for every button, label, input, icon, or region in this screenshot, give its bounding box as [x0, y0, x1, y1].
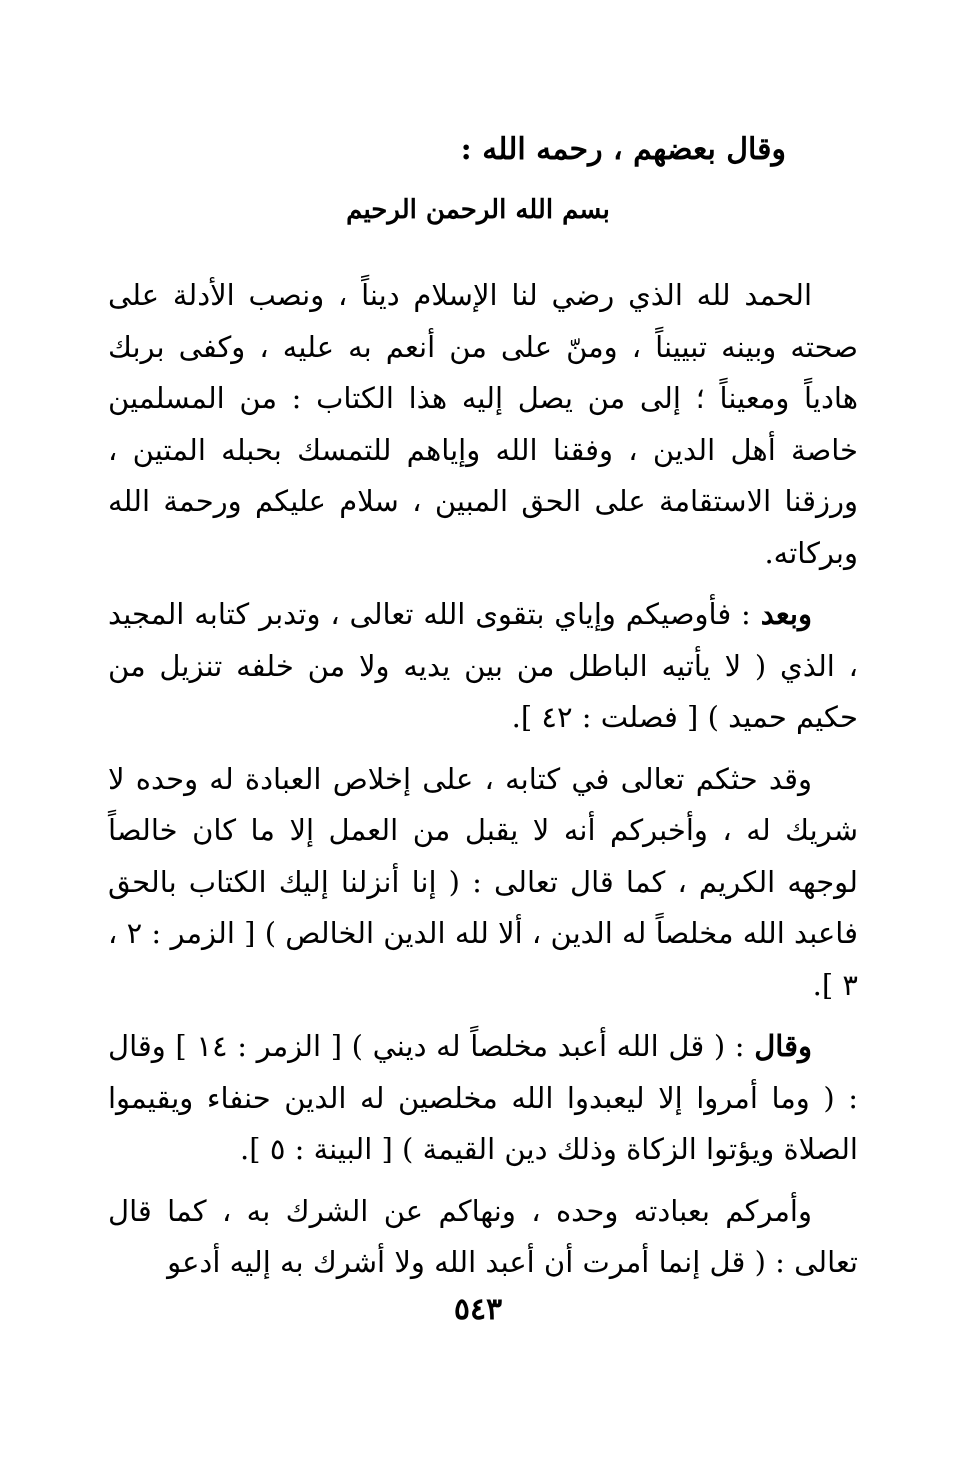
paragraph-3 [108, 754, 858, 1012]
paragraph-2 [108, 589, 858, 744]
paragraph-text: : ( قل الله أعبد مخلصاً له ديني ) [ الزمر : ١٤ ] وقال : ( وما أمروا إلا ليعبدوا الله مخلصين له الدين حنفاء ويقيموا الصلاة ويؤتوا الزكاة وذلك دين القيمة ) [ البينة : ٥ ]. [108, 1029, 858, 1166]
body-text [108, 270, 858, 1299]
paragraph-lead: وبعد [760, 597, 812, 631]
paragraph-text: وأمركم بعبادته وحده ، ونهاكم عن الشرك به ، كما قال تعالى : ( قل إنما أمرت أن أعبد الله ولا أشرك به إليه أدعو [108, 1193, 858, 1279]
paragraph-lead: وقال [754, 1029, 812, 1063]
section-heading: وقال بعضهم ، رحمه الله : [460, 132, 786, 167]
basmala-calligraphy: بسم الله الرحمن الرحيم [346, 195, 610, 225]
paragraph-text: الحمد لله الذي رضي لنا الإسلام ديناً ، ونصب الأدلة على صحته وبينه تبييناً ، ومنّ على من أنعم به عليه ، وكفى بربك هادياً ومعيناً ؛ إلى من يصل إليه هذا الكتاب : من المسلمين خاصة أهل الدين ، وفقنا الله وإياهم للتمسك بحبله المتين ، ورزقنا الاستقامة على الحق المبين ، سلام عليكم ورحمة الله وبركاته. [108, 278, 858, 570]
paragraph-text: : فأوصيكم وإياي بتقوى الله تعالى ، وتدبر كتابه المجيد ، الذي ( لا يأتيه الباطل من بين يديه ولا من خلفه تنزيل من حكيم حميد ) [ فصلت : ٤٢ ]. [108, 597, 858, 734]
page-number: ٥٤٣ [453, 1292, 503, 1327]
paragraph-4 [108, 1021, 858, 1176]
paragraph-5 [108, 1186, 858, 1289]
paragraph-1 [108, 270, 858, 579]
paragraph-text: وقد حثكم تعالى في كتابه ، على إخلاص العبادة له وحده لا شريك له ، وأخبركم أنه لا يقبل من العمل إلا ما كان خالصاً لوجهه الكريم ، كما قال تعالى : ( إنا أنزلنا إليك الكتاب بالحق فاعبد الله مخلصاً له الدين ، ألا لله الدين الخالص ) [ الزمر : ٢ ، ٣ ]. [108, 761, 858, 1002]
